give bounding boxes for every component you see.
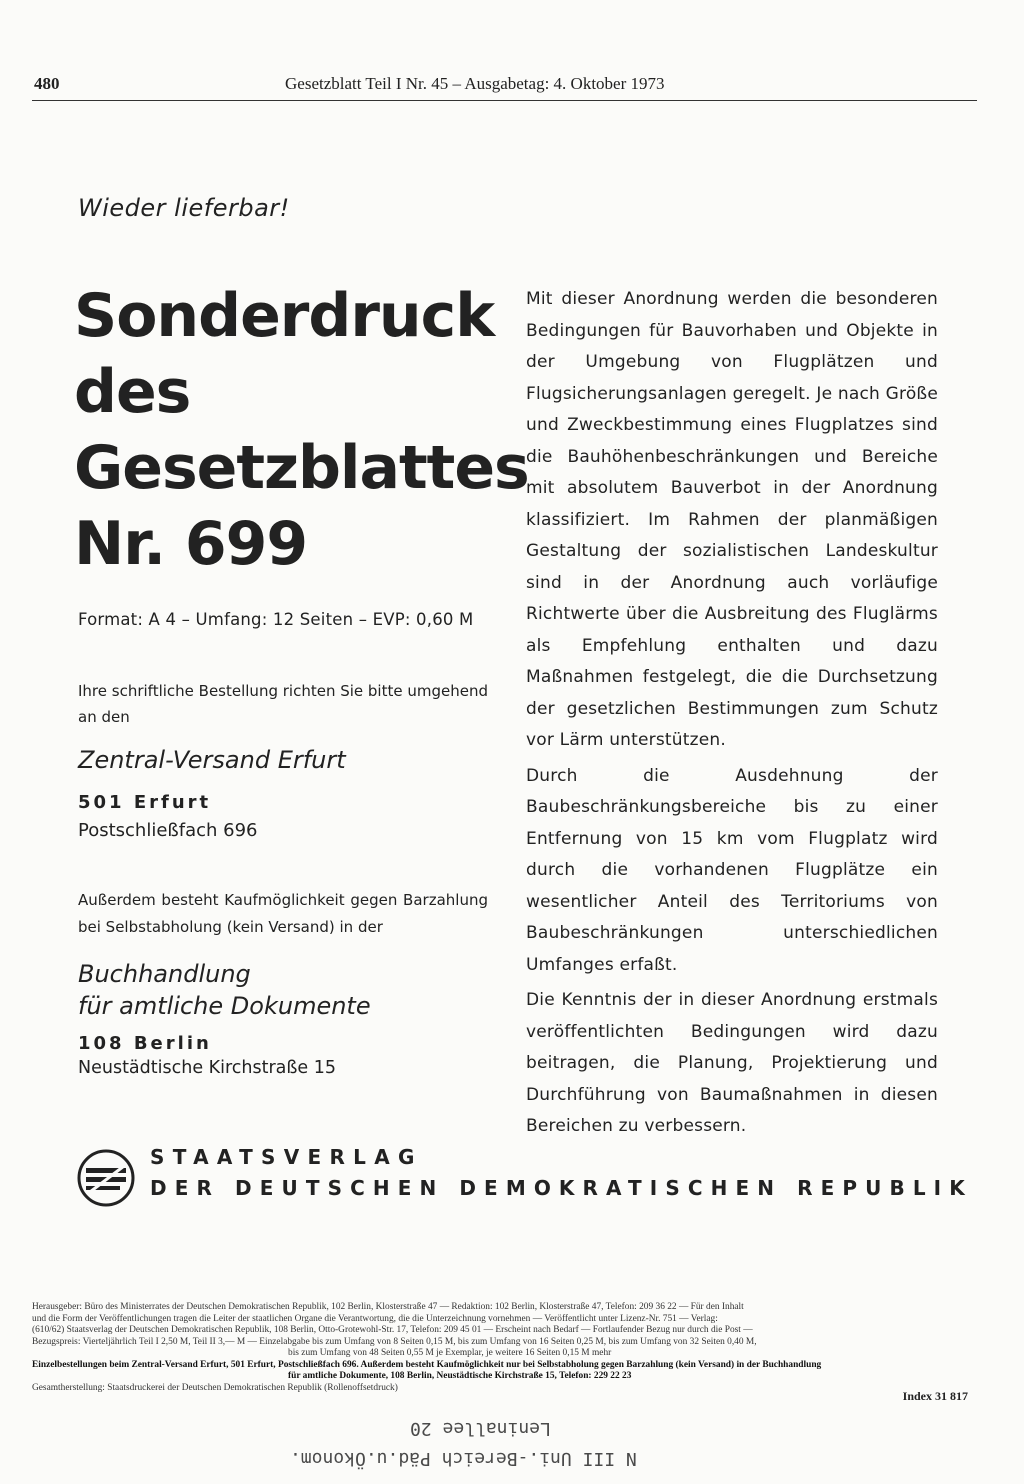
headline-line: Sonderdruck: [74, 281, 495, 351]
running-head: Gesetzblatt Teil I Nr. 45 – Ausgabetag: 4. Oktober 1973: [285, 74, 665, 93]
bookshop-city: 108 Berlin: [78, 1033, 212, 1054]
format-line: Format: A 4 – Umfang: 12 Seiten – EVP: 0,60 M: [78, 610, 474, 629]
ad-headline: [74, 278, 529, 582]
headline-line: Gesetzblattes: [74, 433, 529, 503]
imprint-bold-text: für amtliche Dokumente, 108 Berlin, Neustädtische Kirchstraße 15, Telefon: 229 22 23: [288, 1371, 632, 1381]
purchase-text: Außerdem besteht Kaufmöglichkeit gegen Barzahlung bei Selbstabholung (kein Versand) in der: [78, 891, 488, 936]
ad-tagline: Wieder lieferbar!: [78, 194, 290, 222]
distributor-name: Zentral-Versand Erfurt: [78, 746, 346, 774]
description-paragraph: Mit dieser Anordnung werden die besonderen Bedingungen für Bauvorhaben und Objekte in der Umgebung von Flugplätzen und Flugsicherungsanlagen geregelt. Je nach Größe und Zweckbestimmung eines Flugplatzes sind die Bauhöhenbeschränkungen und Bereiche mit absolutem Bauverbot in der Anordnung klassifiziert. Im Rahmen der planmäßigen Gestaltung der sozialistischen Landeskultur sind in der Anordnung auch vorläufige Richtwerte über die Ausbreitung des Fluglärms als Empfehlung enthalten und dazu Maßnahmen festgelegt, die die Durchsetzung der gesetzlichen Bestimmungen zum Schutz vor Lärm unterstützen.: [526, 289, 938, 750]
imprint-bold-text: Einzelbestellungen beim Zentral-Versand Erfurt, 501 Erfurt, Postschließfach 696. Außerdem besteht Kaufmöglichkeit nur bei Selbstabholung gegen Barzahlung (kein Versand) in der Buchhandlung: [32, 1359, 822, 1370]
headline-line: des: [74, 357, 191, 427]
headline-line: Nr. 699: [74, 509, 308, 579]
bookshop-street: Neustädtische Kirchstraße 15: [78, 1058, 337, 1078]
imprint-line-bold: [32, 1371, 970, 1383]
library-stamp: [290, 1418, 770, 1480]
description-paragraph: Die Kenntnis der in dieser Anordnung erstmals veröffentlichten Bedingungen wird dazu beitragen, die Planung, Projektierung und Durchführung von Baumaßnahmen in diesen Bereichen zu verbessern.: [526, 990, 938, 1136]
imprint-line: Bezugspreis: Vierteljährlich Teil I 2,50 M, Teil II 3,— M — Einzelabgabe bis zum Umfang von 8 Seiten 0,15 M, bis zum Umfang von 16 Seiten 0,25 M, bis zum Umfang von 32 Seiten 0,40 M,: [32, 1336, 757, 1347]
imprint-print-line: Gesamtherstellung: Staatsdruckerei der Deutschen Demokratischen Republik (Rollenoffsetdruck): [32, 1382, 398, 1393]
bookshop-name-line: Buchhandlung: [78, 960, 251, 988]
bookshop-name: [78, 958, 371, 1022]
description-column: [526, 284, 938, 1147]
imprint: [32, 1302, 970, 1394]
imprint-line: und die Form der Veröffentlichungen tragen die Leiter der staatlichen Organe die Verantwortung, die die Unterzeichnung vornehmen — Veröffentlicht unter Lizenz-Nr. 751 — Verlag:: [32, 1313, 718, 1324]
stamp-line: Leninallee 20: [410, 1418, 551, 1439]
index-number: Index 31 817: [902, 1389, 968, 1403]
bookshop-name-line: für amtliche Dokumente: [78, 992, 371, 1020]
staatsverlag-logo-icon: [76, 1148, 136, 1208]
stamp-line: N III Uni.-Bereich Päd.u.Ökonom.: [290, 1448, 637, 1469]
imprint-line-bold: [32, 1360, 970, 1372]
distributor-city: 501 Erfurt: [78, 792, 212, 813]
publisher-name: STAATSVERLAG: [150, 1145, 423, 1169]
header-rule: [32, 100, 977, 101]
description-paragraph: Durch die Ausdehnung der Baubeschränkungsbereiche bis zu einer Entfernung von 15 km vom Flugplatz wird durch die vorhandenen Flugplätze ein wesentlicher Anteil des Territoriums von Baubeschränkungen unterschiedlichen Umfanges erfaßt.: [526, 765, 938, 975]
distributor-po-box: Postschließfach 696: [78, 820, 258, 841]
imprint-line: Herausgeber: Büro des Ministerrates der Deutschen Demokratischen Republik, 102 Berlin, Klosterstraße 47 — Redaktion: 102 Berlin, Klosterstraße 47, Telefon: 209 36 22 — Für den Inhalt: [32, 1302, 744, 1312]
publisher-country: DER DEUTSCHEN DEMOKRATISCHEN REPUBLIK: [150, 1176, 973, 1200]
imprint-line: bis zum Umfang von 48 Seiten 0,55 M je Exemplar, je weitere 16 Seiten 0,15 M mehr: [288, 1348, 612, 1358]
imprint-line: (610/62) Staatsverlag der Deutschen Demokratischen Republik, 108 Berlin, Otto-Grotewohl-Str. 17, Telefon: 209 45 01 — Erscheint nach Bedarf — Fortlaufender Bezug nur durch die Post —: [32, 1325, 753, 1335]
page-number: 480: [34, 74, 60, 93]
order-text: Ihre schriftliche Bestellung richten Sie bitte umgehend an den: [78, 682, 488, 726]
